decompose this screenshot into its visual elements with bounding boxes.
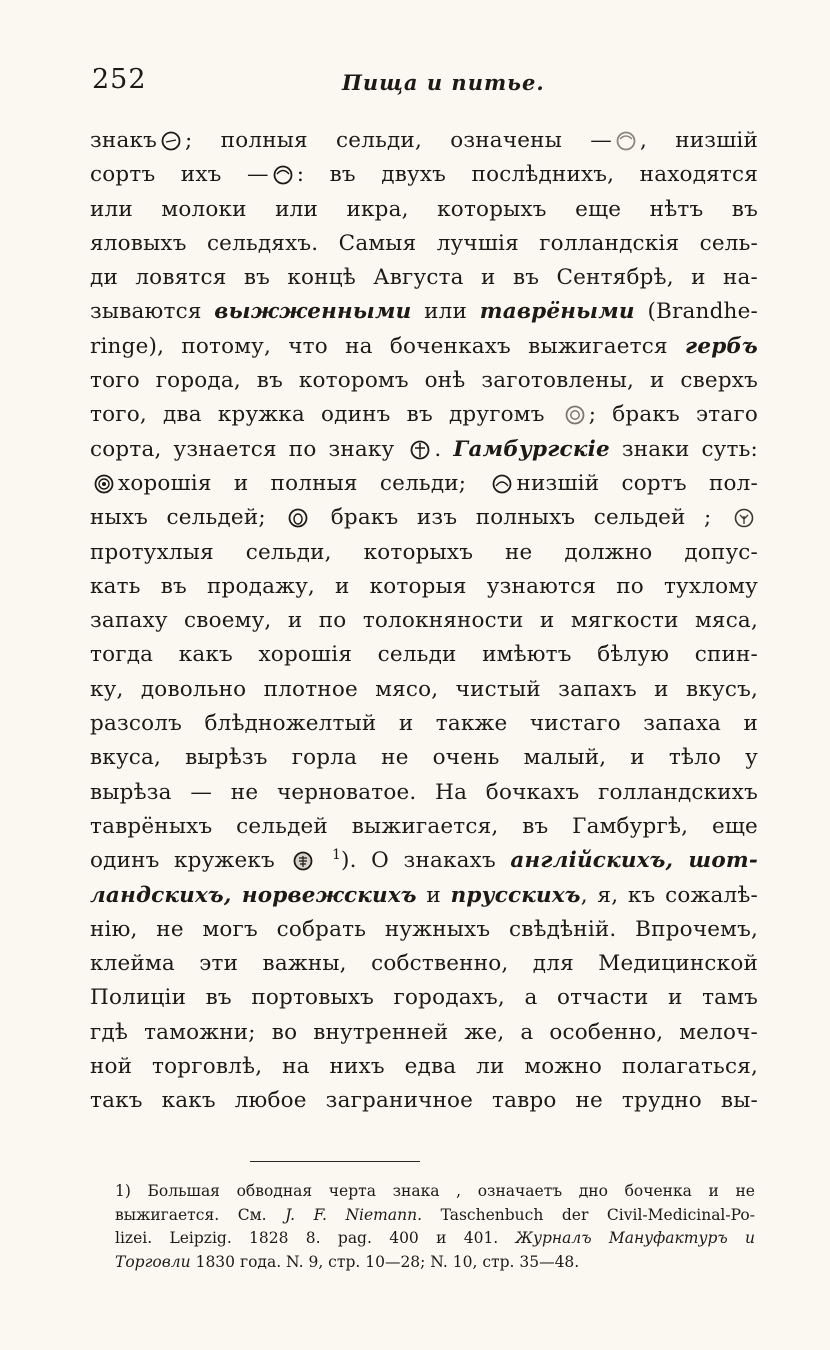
- branch-circle-mark-icon: [733, 507, 755, 529]
- running-title: Пища и питье.: [342, 70, 545, 95]
- page-number: 252: [92, 64, 147, 95]
- text-line: ringe), потому, что на боченкахъ выжигается гербъ: [90, 333, 758, 359]
- text-line: того, два кружка одинъ въ другомъ ; бракъ этаго: [90, 402, 758, 428]
- arc-circle-mark-icon: [272, 164, 294, 186]
- text-line: ди ловятся въ концѣ Августа и въ Сентябрѣ, и на-: [90, 265, 758, 291]
- footnote-divider: [250, 1161, 420, 1162]
- footnote: [115, 1180, 755, 1274]
- text-line: таврёныхъ сельдей выжигается, въ Гамбургѣ, еще: [90, 813, 758, 839]
- cross-circle-mark-icon: [409, 439, 431, 461]
- text-line: ной торговлѣ, на нихъ едва ли можно полагаться,: [90, 1054, 758, 1080]
- text-line: Полиціи въ портовыхъ городахъ, а отчасти и тамъ: [90, 985, 758, 1011]
- text-line: зываются выжженными или таврёными (Brandhe-: [90, 299, 758, 325]
- text-line: ку, довольно плотное мясо, чистый запахъ и вкусъ,: [90, 676, 758, 702]
- circle-mark-icon: [160, 130, 182, 152]
- text-line: кать въ продажу, и которыя узнаются по тухлому: [90, 573, 758, 599]
- arc-line-mark-icon: [491, 473, 513, 495]
- footnote-line: выжигается. См. J. F. Niemann. Taschenbuch der Civil-Medicinal-Po-: [115, 1205, 756, 1224]
- arc-circle-mark-icon: [615, 130, 637, 152]
- text-line: такъ какъ любое заграничное тавро не трудно вы-: [90, 1088, 758, 1114]
- text-line: или молоки или икра, которыхъ еще нѣтъ въ: [90, 196, 758, 222]
- text-line: ныхъ сельдей; бракъ изъ полныхъ сельдей ;: [90, 501, 758, 535]
- hamburg-mark-icon: [292, 850, 314, 872]
- text-line: одинъ кружекъ $^1$). О знакахъ англійскихъ, шот-: [90, 847, 758, 874]
- two-rings-mark-icon: [564, 404, 586, 426]
- footnote-line: Торговли 1830 года. N. 9, стр. 10—28; N. 10, стр. 35—48.: [115, 1252, 580, 1271]
- text-line: вкуса, вырѣзъ горла не очень малый, и тѣло у: [90, 745, 758, 771]
- text-line: ландскихъ, норвежскихъ и прусскихъ, я, къ сожалѣ-: [90, 882, 758, 908]
- main-text: [90, 124, 758, 1119]
- text-line: тогда какъ хорошія сельди имѣютъ бѣлую спин-: [90, 642, 758, 668]
- footnote-line: lizei. Leipzig. 1828 8. pag. 400 и 401. Журналъ Мануфактуръ и: [115, 1229, 755, 1247]
- text-line: сортъ ихъ — : въ двухъ послѣднихъ, находятся: [90, 162, 758, 188]
- text-line: разсолъ блѣдножелтый и также чистаго запаха и: [90, 711, 758, 737]
- text-line: яловыхъ сельдяхъ. Самыя лучшія голландскія сель-: [90, 230, 758, 256]
- text-line: сорта, узнается по знаку . Гамбургскіе знаки суть:: [90, 436, 758, 462]
- text-line: запаху своему, и по толокняности и мягкости мяса,: [90, 608, 758, 634]
- text-line: того города, въ которомъ онѣ заготовлены, и сверхъ: [90, 368, 758, 394]
- nested-ring-mark-icon: [287, 507, 309, 529]
- text-line: нію, не могъ собрать нужныхъ свѣдѣній. Впрочемъ,: [90, 916, 758, 942]
- text-line: знакъ ; полныя сельди, означены — , низшій: [90, 128, 758, 153]
- page-header: [92, 64, 752, 104]
- text-line: вырѣза — не черноватое. На бочкахъ голландскихъ: [90, 779, 758, 805]
- footnote-reference[interactable]: 1: [331, 847, 342, 864]
- concentric-circle-mark-icon: [93, 473, 115, 495]
- text-line: гдѣ таможни; во внутренней же, а особенно, мелоч-: [90, 1019, 758, 1045]
- text-line: протухлыя сельди, которыхъ не должно допус-: [90, 539, 758, 565]
- text-line: хорошія и полныя сельди; низшій сортъ пол-: [90, 467, 758, 501]
- footnote-line: 1) Большая обводная черта знака , означаетъ дно боченка и не: [115, 1182, 755, 1200]
- text-line: клейма эти важны, собственно, для Медицинской: [90, 951, 758, 977]
